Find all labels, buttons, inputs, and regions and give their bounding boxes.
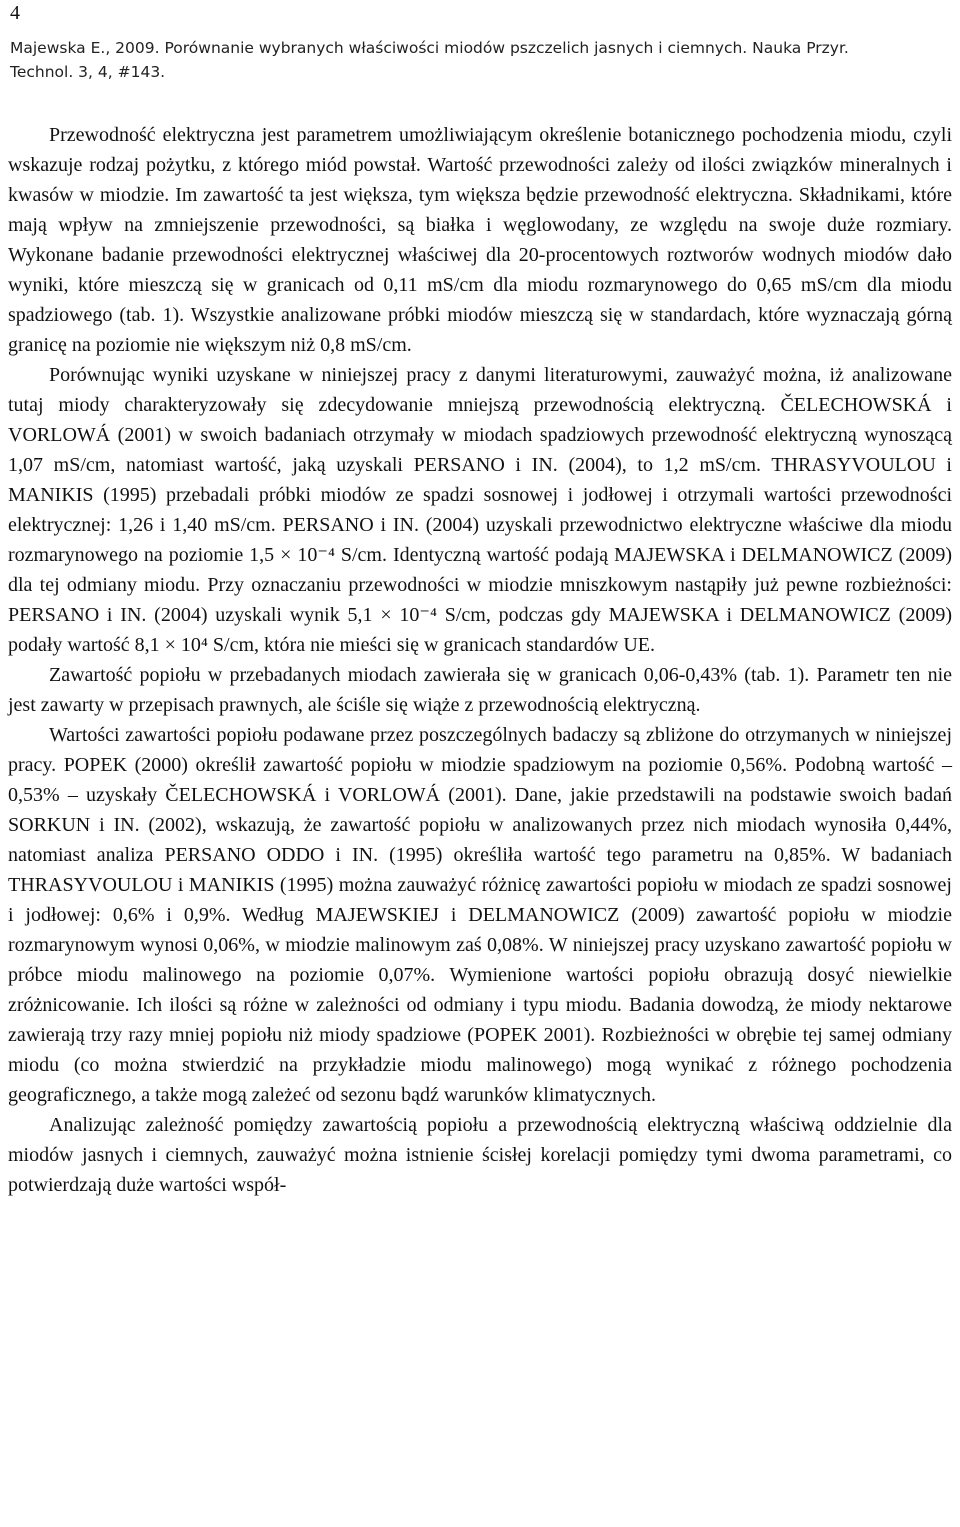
paragraph-literature-comparison: Porównując wyniki uzyskane w niniejszej pracy z danymi literaturowymi, zauważyć można, iż analizowane tutaj miody charakteryzowały się zdecydowanie mniejszą przewodnością elektryczną. ČELECHOWSKÁ i VORLOWÁ (2001) w swoich badaniach otrzymały w miodach spadziowych przewodność elektryczną wynoszącą 1,07 mS/cm, natomiast wartość, jaką uzyskali PERSANO i IN. (2004), to 1,2 mS/cm. THRASYVOULOU i MANIKIS (1995) przebadali próbki miodów ze spadzi sosnowej i jodłowej i otrzymali wartości przewodności elektrycznej: 1,26 i 1,40 mS/cm. PERSANO i IN. (2004) uzyskali przewodnictwo elektryczne właściwe dla miodu rozmarynowego na poziomie 1,5 × 10⁻⁴ S/cm. Identyczną wartość podają MAJEWSKA i DELMANOWICZ (2009) dla tej odmiany miodu. Przy oznaczaniu przewodności w miodzie mniszkowym nastąpiły już pewne rozbieżności: PERSANO i IN. (2004) uzyskali wynik 5,1 × 10⁻⁴ S/cm, podczas gdy MAJEWSKA i DELMANOWICZ (2009) podały wartość 8,1 × 10⁴ S/cm, która nie mieści się w granicach standardów UE. xyxy=(8,364,952,656)
paragraph-ash-literature: Wartości zawartości popiołu podawane przez poszczególnych badaczy są zbliżone do otrzymanych w niniejszej pracy. POPEK (2000) określił zawartość popiołu w miodzie spadziowym na poziomie 0,56%. Podobną wartość – 0,53% – uzyskały ČELECHOWSKÁ i VORLOWÁ (2001). Dane, jakie przedstawili na podstawie swoich badań SORKUN i IN. (2002), wskazują, że zawartość popiołu w analizowanych przez nich miodach wynosiła 0,44%, natomiast analiza PERSANO ODDO i IN. (1995) określiła wartość tego parametru na 0,85%. W badaniach THRASYVOULOU i MANIKIS (1995) można zauważyć różnicę zawartości popiołu w miodach ze spadzi sosnowej i jodłowej: 0,6% i 0,9%. Według MAJEWSKIEJ i DELMANOWICZ (2009) zawartość popiołu w miodzie rozmarynowym wynosi 0,06%, w miodzie malinowym zaś 0,08%. W niniejszej pracy uzyskano zawartość popiołu w próbce miodu malinowego na poziomie 0,07%. Wymienione wartości popiołu obrazują dosyć niewielkie zróżnicowanie. Ich ilości są różne w zależności od odmiany i typu miodu. Badania dowodzą, że miody nektarowe zawierają trzy razy mniej popiołu niż miody spadziowe (POPEK 2001). Rozbieżności w obrębie tej samej odmiany miodu (co można stwierdzić na przykładzie miodu malinowego) mogą wynikać z różnego pochodzenia geograficznego, a także mogą zależeć od sezonu bądź warunków klimatycznych. xyxy=(8,724,952,1106)
running-citation xyxy=(10,36,950,84)
paragraph-conductivity: Przewodność elektryczna jest parametrem umożliwiającym określenie botanicznego pochodzenia miodu, czyli wskazuje rodzaj pożytku, z którego miód powstał. Wartość przewodności zależy od ilości związków mineralnych i kwasów w miodzie. Im zawartość ta jest większa, tym większa będzie przewodność elektryczna. Składnikami, które mają wpływ na zmniejszenie przewodności, są białka i węglowodany, ze względu na swoje duże rozmiary. Wykonane badanie przewodności elektrycznej właściwej dla 20-procentowych roztworów wodnych miodów dało wyniki, które mieszczą się w granicach od 0,11 mS/cm dla miodu rozmarynowego do 0,65 mS/cm dla miodu spadziowego (tab. 1). Wszystkie analizowane próbki miodów mieszczą się w standardach, które wyznaczają górną granicę na poziomie nie większym niż 0,8 mS/cm. xyxy=(8,124,952,356)
paragraph-ash-content: Zawartość popiołu w przebadanych miodach zawierała się w granicach 0,06-0,43% (tab. 1). Parametr ten nie jest zawarty w przepisach prawnych, ale ściśle się wiąże z przewodnością elektryczną. xyxy=(8,664,952,716)
citation-line-1: Majewska E., 2009. Porównanie wybranych właściwości miodów pszczelich jasnych i ciemnych. Nauka Przyr. xyxy=(10,39,849,57)
paragraph-correlation: Analizując zależność pomiędzy zawartością popiołu a przewodnością elektryczną właściwą oddzielnie dla miodów jasnych i ciemnych, zauważyć można istnienie ścisłej korelacji pomiędzy tymi dwoma parametrami, co potwierdzają duże wartości współ- xyxy=(8,1114,952,1196)
page-number: 4 xyxy=(10,2,20,24)
article-body xyxy=(8,120,952,1200)
citation-line-2: Technol. 3, 4, #143. xyxy=(10,63,166,81)
